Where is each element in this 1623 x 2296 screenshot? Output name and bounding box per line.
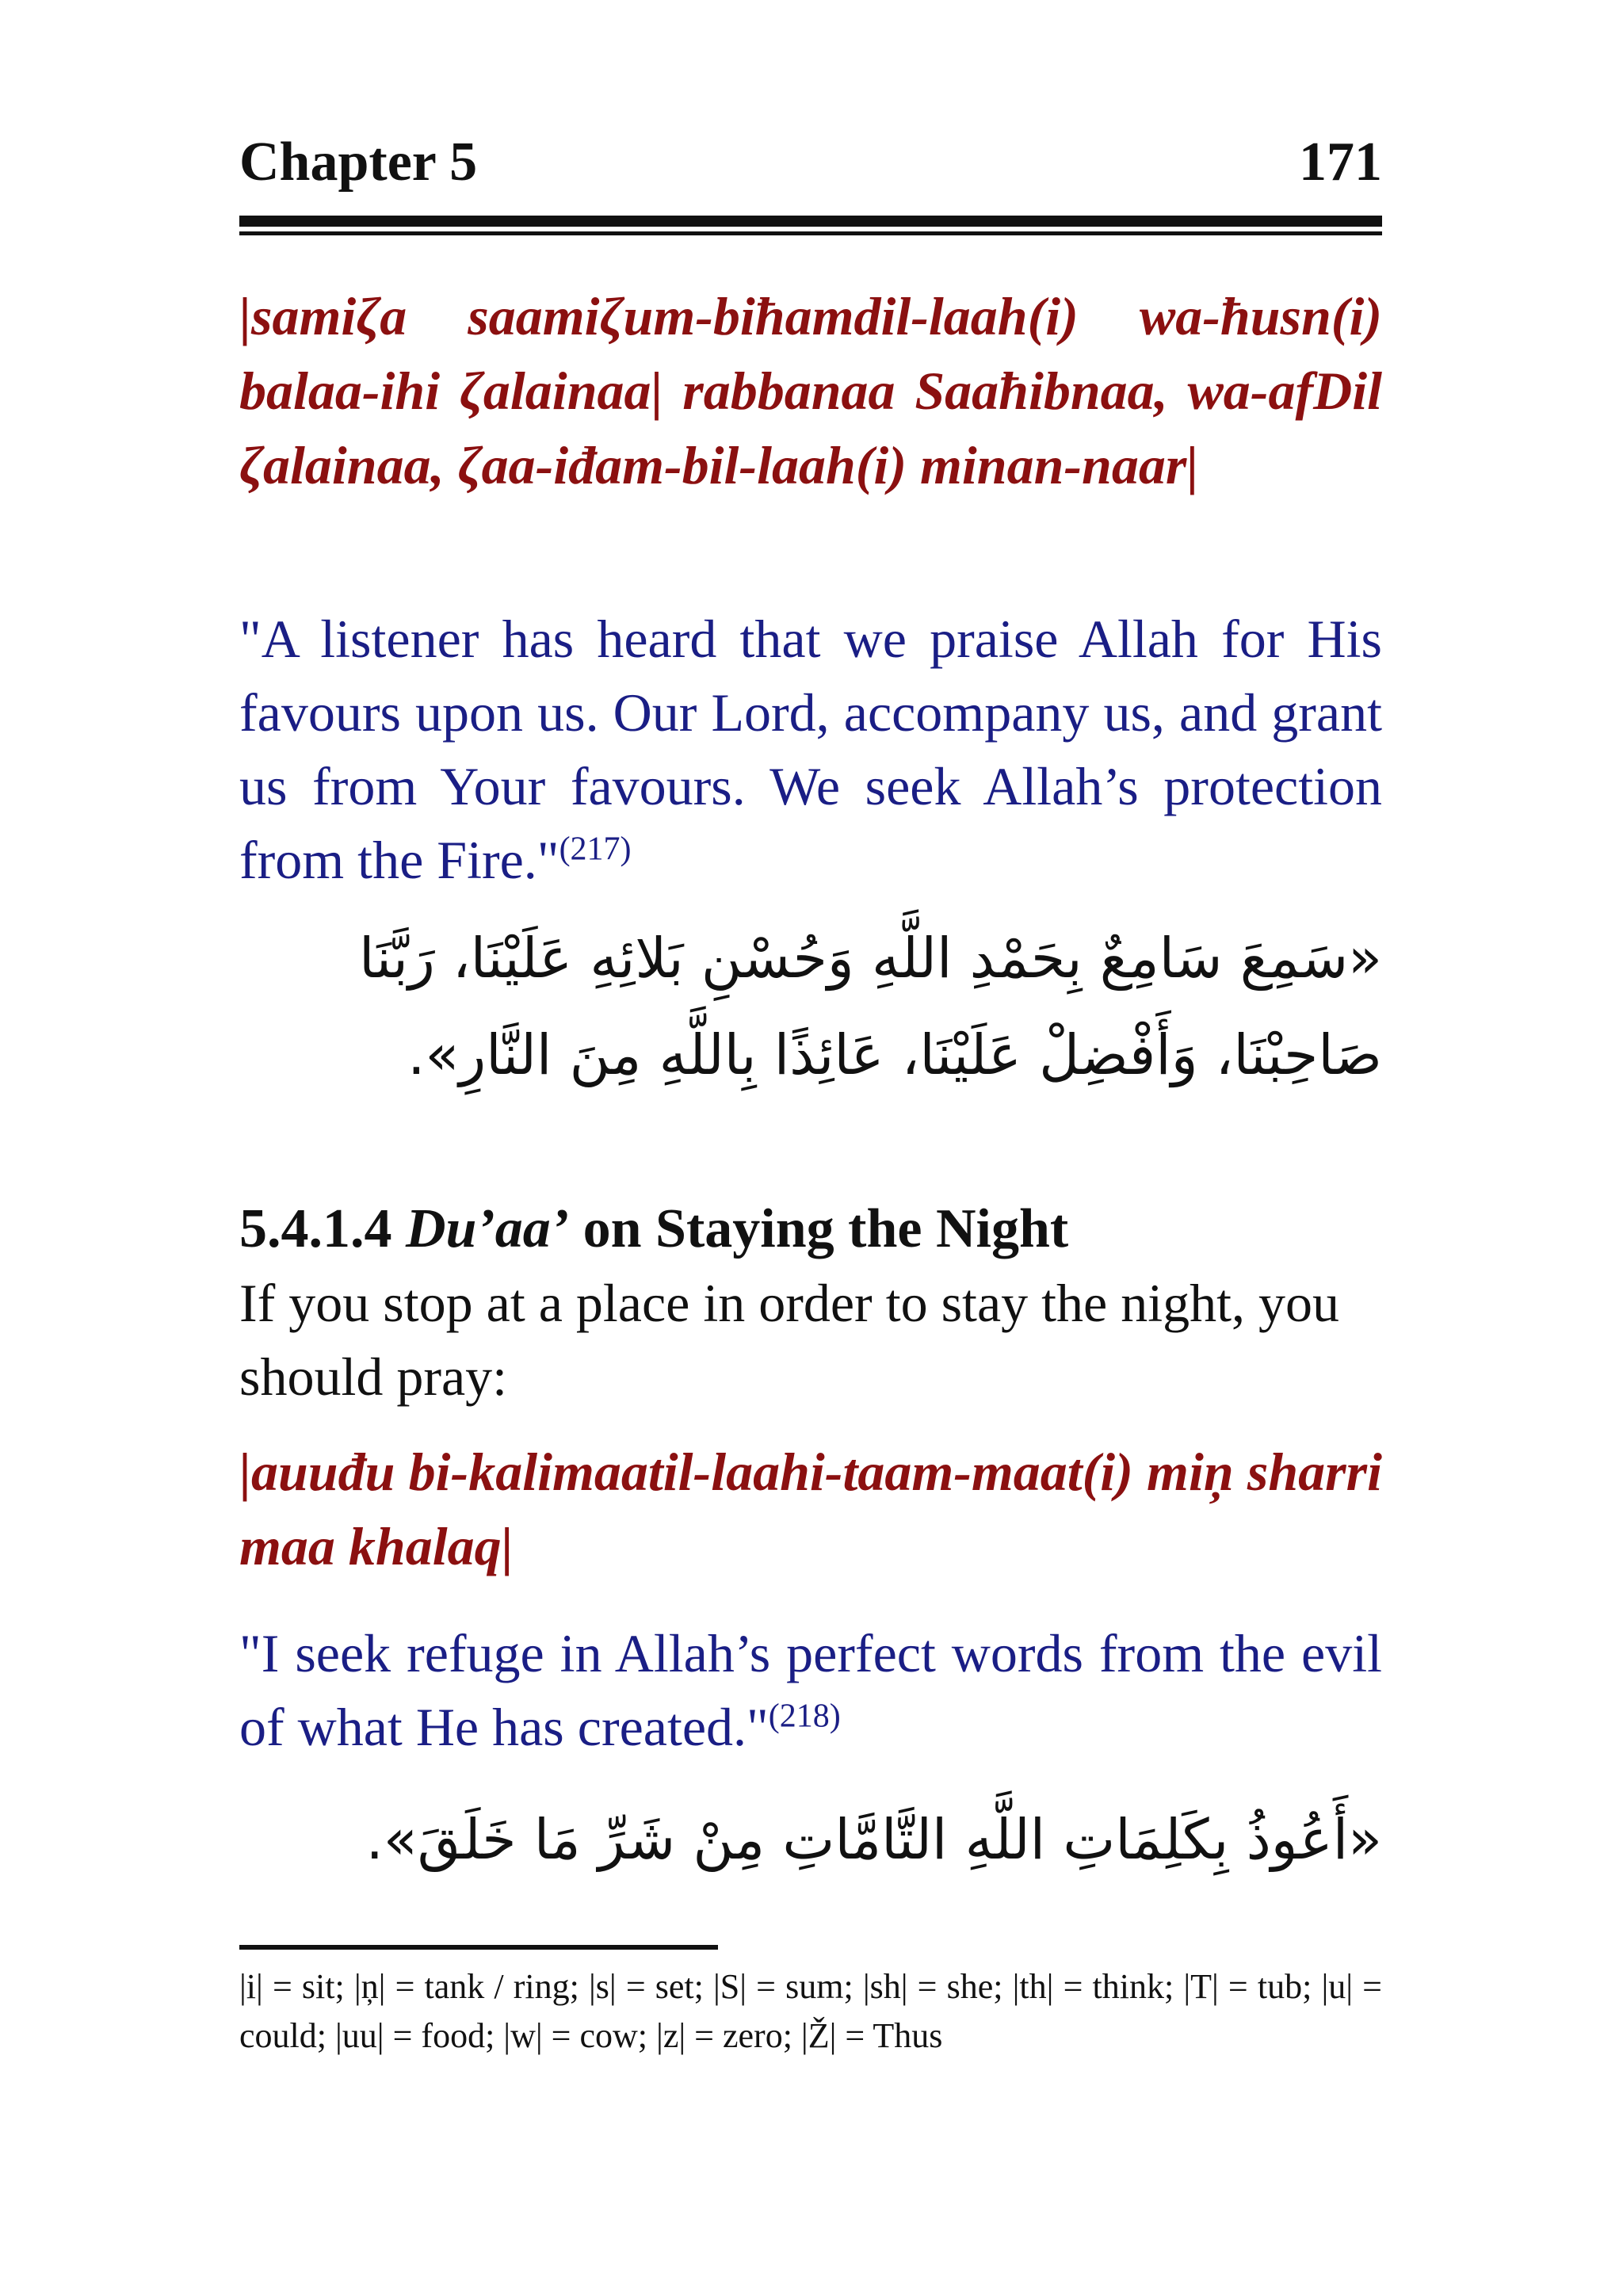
section-heading: [239, 1198, 1382, 1259]
footnote-ref-217: (217): [559, 831, 632, 868]
section-number: 5.4.1.4: [239, 1198, 392, 1259]
transliteration-1: |samiζa saamiζum-biħamdil-laah(i) wa-ħusn(i) balaa-ihi ζalainaa| rabbanaa Saaħibnaa, wa-afDil ζalainaa, ζaa-iđam-bil-laah(i) minan-naar|: [239, 286, 1382, 495]
page-number: 171: [1299, 132, 1382, 193]
translation-1-text: "A listener has heard that we praise Allah for His favours upon us. Our Lord, accompany us, and grant us from Your favours. We seek Allah’s protection from the Fire.": [239, 609, 1382, 890]
header-rule-thin: [239, 231, 1382, 235]
footnote-rule: [239, 1945, 718, 1950]
arabic-dua-1: «سَمِعَ سَامِعٌ بِحَمْدِ اللَّهِ وَحُسْنِ بَلائِهِ عَلَيْنَا، رَبَّنَا صَاحِبْنَا، وَأَفْضِلْ عَلَيْنَا، عَائِذًا بِاللَّهِ مِنَ النَّارِ».: [359, 926, 1382, 1087]
translation-2-text: "I seek refuge in Allah’s perfect words from the evil of what He has created.": [239, 1623, 1382, 1757]
header-rule-thick: [239, 216, 1382, 227]
chapter-title: Chapter 5: [239, 132, 478, 193]
transliteration-2: |auuđu bi-kalimaatil-laahi-taam-maat(i) miņ sharri maa khalaq|: [239, 1442, 1382, 1576]
body-paragraph: If you stop at a place in order to stay the night, you should pray:: [239, 1273, 1339, 1407]
footnote-pronunciation-key: |i| = sit; |ņ| = tank / ring; |s| = set; |S| = sum; |sh| = she; |th| = think; |T| = tub; |u| = could; |uu| = food; |w| = cow; |z| = zero; |Ž| = Thus: [239, 1967, 1382, 2055]
page-header: [239, 132, 1382, 193]
translation-1: [239, 602, 1382, 897]
section-title-italic: Du’aa’: [406, 1198, 570, 1259]
arabic-dua-2: «أَعُوذُ بِكَلِمَاتِ اللَّهِ التَّامَّاتِ مِنْ شَرِّ مَا خَلَقَ».: [365, 1807, 1382, 1872]
section-title-rest: on Staying the Night: [582, 1198, 1069, 1259]
translation-2: [239, 1617, 1382, 1764]
footnote-ref-218: (218): [768, 1698, 841, 1735]
